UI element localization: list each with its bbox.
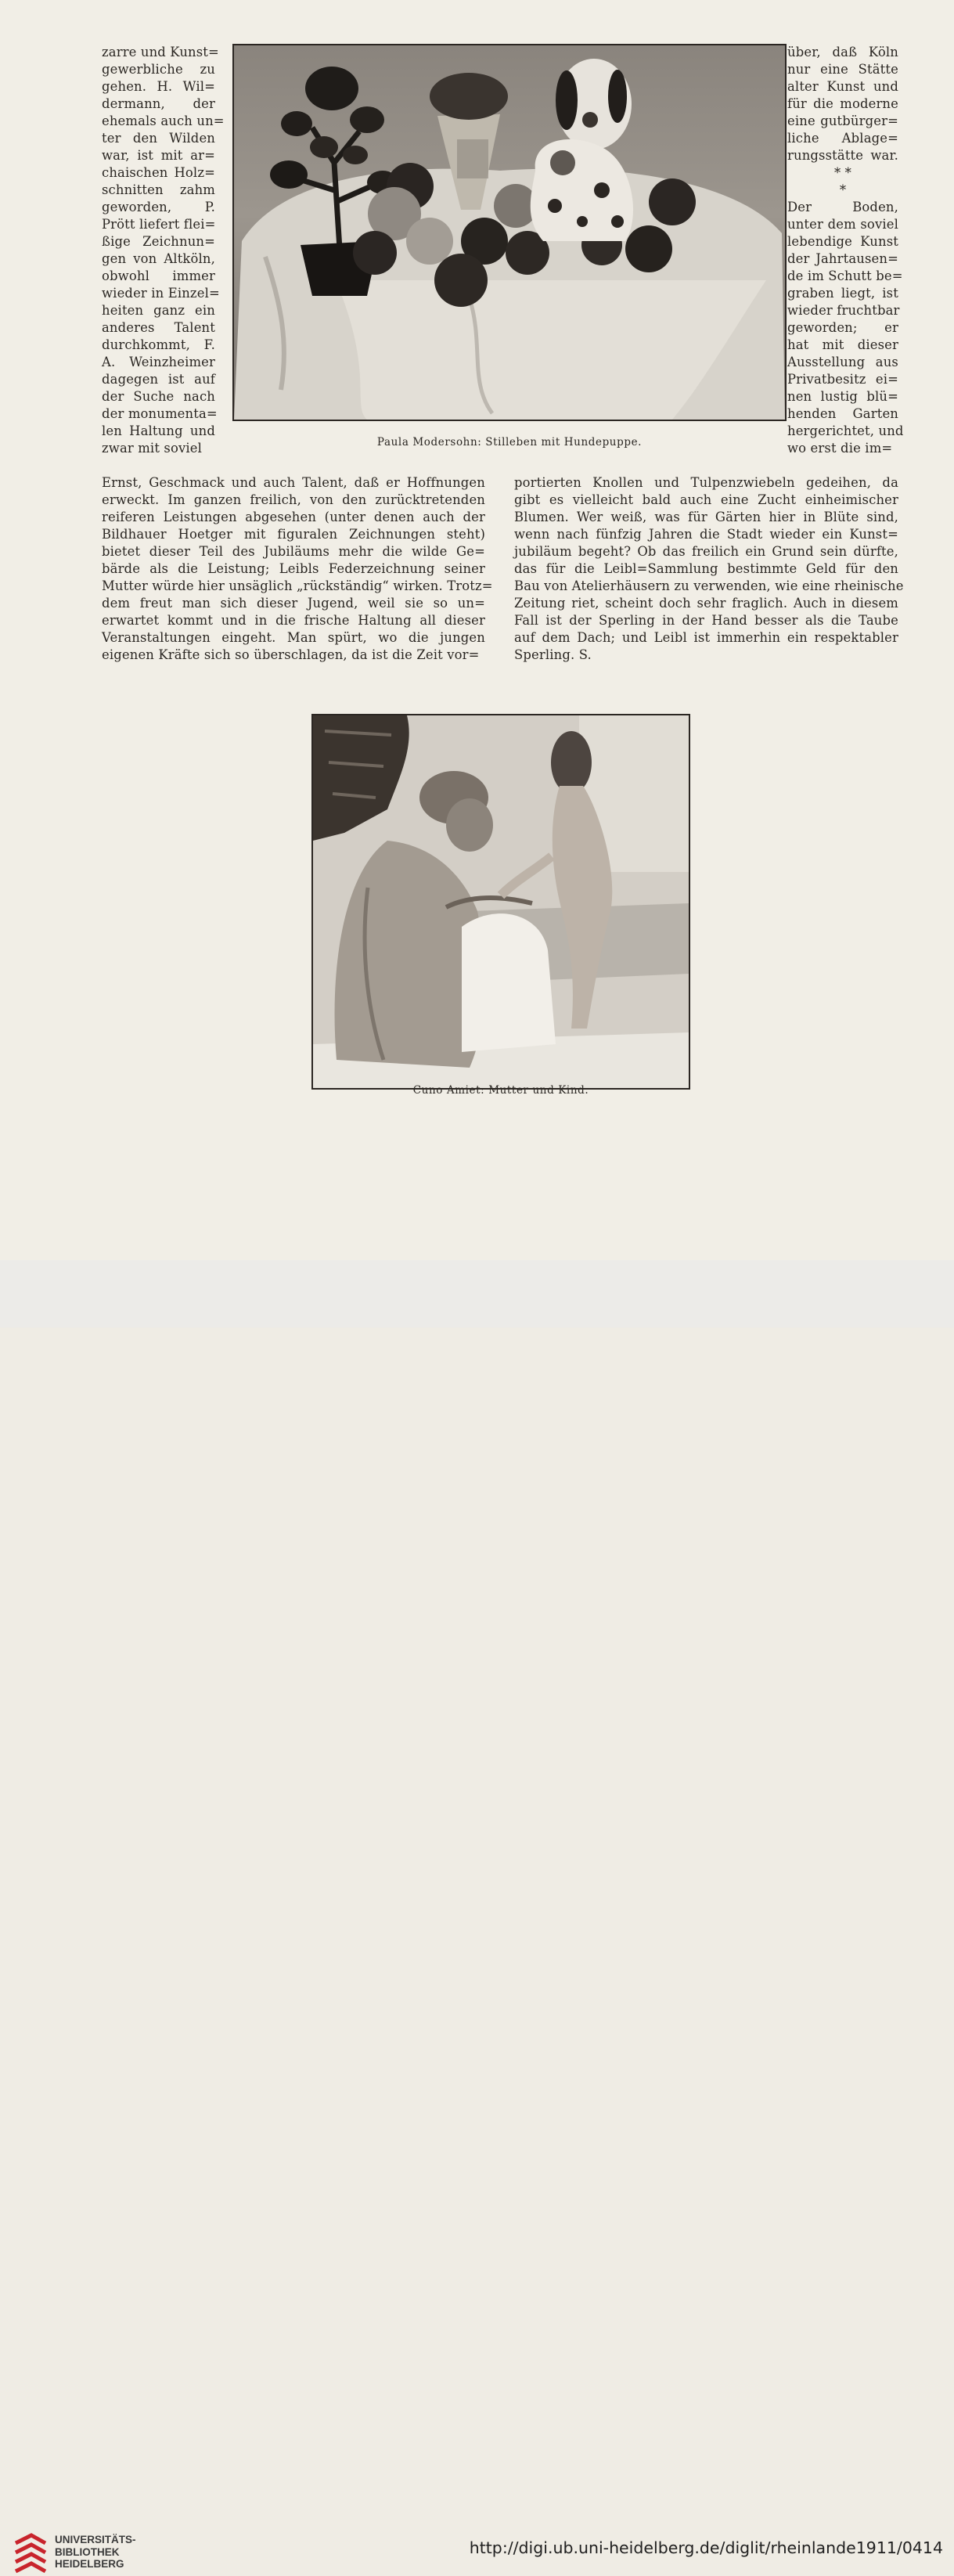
text-line: wieder fruchtbar (787, 303, 900, 318)
library-name-line-1: UNIVERSITÄTS- (55, 2534, 136, 2545)
text-line: unter dem soviel (787, 217, 898, 232)
text-line: geworden; er (787, 320, 898, 335)
text-line: für die moderne (787, 96, 898, 111)
text-line: durchkommt, F. (102, 337, 215, 352)
text-line: erwartet kommt und in die frische Haltung all dieser (102, 613, 485, 628)
text-line: anderes Talent (102, 320, 215, 335)
text-line: Privatbesitz ei= (787, 372, 898, 387)
page (0, 0, 954, 1260)
text-line: heiten ganz ein (102, 303, 215, 318)
text-line: dermann, der (102, 96, 215, 111)
text-column-right-narrow (787, 44, 904, 457)
text-line: dagegen ist auf (102, 372, 215, 387)
text-line: war, ist mit ar= (102, 148, 215, 163)
text-line: gewerbliche zu (102, 62, 215, 77)
text-line: ßige Zeichnun= (102, 234, 215, 249)
text-line: rungsstätte war. (787, 148, 898, 163)
text-line: wo erst die im= (787, 441, 893, 456)
text-line: Sperling. S. (514, 647, 592, 662)
text-line: henden Garten (787, 406, 898, 421)
text-line: wenn nach fünfzig Jahren die Stadt wieder ein Kunst= (514, 527, 898, 542)
text-line: zwar mit soviel (102, 441, 203, 456)
text-line: obwohl immer (102, 268, 215, 283)
text-line: zarre und Kunst= (102, 45, 219, 59)
mother-and-child-caption: Cuno Amiet: Mutter und Kind. (412, 1084, 589, 1097)
still-life-image (234, 45, 785, 420)
text-line: auf dem Dach; und Leibl ist immerhin ein respektabler (514, 630, 898, 645)
text-line: wieder in Einzel= (102, 286, 220, 301)
text-line: len Haltung und (102, 423, 215, 438)
text-column-bottom-right (514, 474, 904, 664)
text-line: Prött liefert flei= (102, 217, 216, 232)
source-url-link[interactable]: http://digi.ub.uni-heidelberg.de/diglit/rheinlande1911/0414 (469, 2538, 943, 2557)
text-line: hat mit dieser (787, 337, 898, 352)
mother-and-child-painting (311, 714, 690, 1090)
text-line: de im Schutt be= (787, 268, 903, 283)
text-line: Bildhauer Hoetger mit figuralen Zeichnungen steht) (102, 527, 485, 542)
text-line: nen lustig blü= (787, 389, 898, 404)
text-line: hergerichtet, und (787, 423, 904, 438)
text-line: Zeitung riet, scheint doch sehr fraglich. Auch in diesem (514, 596, 898, 611)
library-name-line-2: BIBLIOTHEK (55, 2545, 120, 2558)
text-line: gehen. H. Wil= (102, 79, 215, 94)
text-line: Bau von Atelierhäusern zu verwenden, wie eine rheinische (514, 578, 904, 593)
text-line: erweckt. Im ganzen freilich, von den zurücktretenden (102, 492, 485, 507)
text-column-left-narrow (102, 44, 225, 457)
text-line: bärde als die Leistung; Leibls Federzeichnung seiner (102, 561, 485, 576)
text-line: A. Weinzheimer (102, 355, 215, 369)
text-line: das für die Leibl=Sammlung bestimmte Geld für den (514, 561, 898, 576)
text-line: eine gutbürger= (787, 113, 898, 128)
text-line: reiferen Leistungen abgesehen (unter denen auch der (102, 510, 485, 524)
digitization-footer (0, 1260, 954, 2570)
text-line: der Jahrtausen= (787, 251, 898, 266)
still-life-painting (232, 44, 787, 421)
text-line: jubiläum begeht? Ob das freilich ein Grund sein dürfte, (514, 544, 898, 559)
text-line: der monumenta= (102, 406, 218, 421)
text-line: Der Boden, (787, 200, 898, 214)
text-line: graben liegt, ist (787, 286, 898, 301)
text-column-bottom-left (102, 474, 493, 664)
text-line: geworden, P. (102, 200, 215, 214)
text-line: Ausstellung aus (787, 355, 898, 369)
text-line: ehemals auch un= (102, 113, 225, 128)
text-line: chaischen Holz= (102, 165, 215, 180)
text-line: lebendige Kunst (787, 234, 898, 249)
text-line: der Suche nach (102, 389, 215, 404)
text-line: gibt es vielleicht bald auch eine Zucht einheimischer (514, 492, 898, 507)
library-logo-icon (11, 2532, 50, 2576)
text-line: schnitten zahm (102, 182, 215, 197)
mother-and-child-image (313, 715, 689, 1088)
text-line: gen von Altköln, (102, 251, 215, 266)
text-line: eigenen Kräfte sich so überschlagen, da ist die Zeit vor= (102, 647, 480, 662)
text-line: nur eine Stätte (787, 62, 898, 77)
library-name-line-3: HEIDELBERG (55, 2558, 124, 2570)
text-line: portierten Knollen und Tulpenzwiebeln gedeihen, da (514, 475, 898, 490)
text-line: Veranstaltungen eingeht. Man spürt, wo die jungen (102, 630, 485, 645)
text-line: * * (833, 165, 852, 180)
text-line: liche Ablage= (787, 131, 898, 146)
text-line: Ernst, Geschmack und auch Talent, daß er Hoffnungen (102, 475, 485, 490)
still-life-caption: Paula Modersohn: Stilleben mit Hundepuppe. (376, 436, 643, 449)
text-line: bietet dieser Teil des Jubiläums mehr die wilde Ge= (102, 544, 485, 559)
library-name (55, 2534, 136, 2571)
text-line: Blumen. Wer weiß, was für Gärten hier in Blüte sind, (514, 510, 898, 524)
text-line: ter den Wilden (102, 131, 215, 146)
text-line: über, daß Köln (787, 45, 898, 59)
text-line: Fall ist der Sperling in der Hand besser als die Taube (514, 613, 898, 628)
text-line: Mutter würde hier unsäglich „rückständig“ wirken. Trotz= (102, 578, 493, 593)
text-line: dem freut man sich dieser Jugend, weil sie so un= (102, 596, 485, 611)
text-line: alter Kunst und (787, 79, 898, 94)
text-line: * (839, 182, 847, 197)
